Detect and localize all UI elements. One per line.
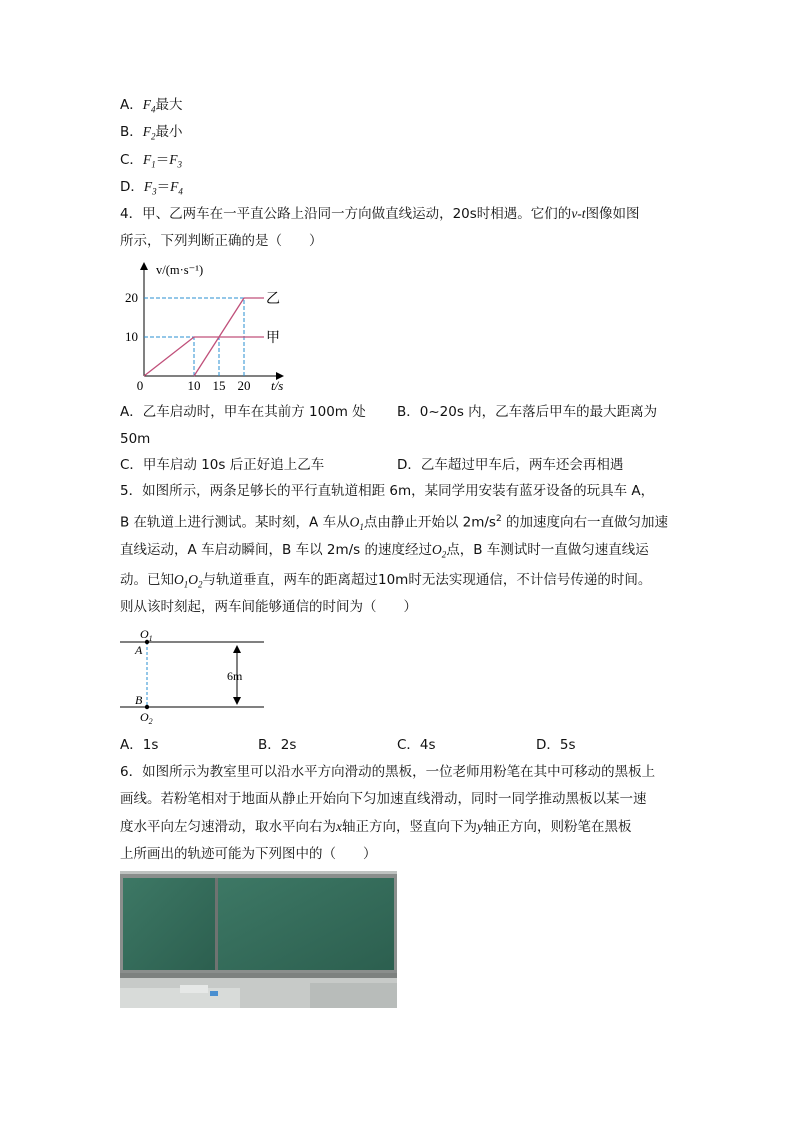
y-axis-label: v/(m·s⁻¹) <box>156 263 204 277</box>
series-label-甲: 甲 <box>266 330 280 346</box>
x-axis-label: t/s <box>271 378 284 392</box>
q5-option-b: B．2s <box>258 737 297 753</box>
blackboard-photo <box>120 871 397 1008</box>
q5-option-d: D．5s <box>536 737 576 753</box>
vt-chart <box>120 258 300 392</box>
q4-option-b-continued: 50m <box>120 431 151 447</box>
q3-option-d: D．$F_3=F_4$ <box>120 179 183 197</box>
q5-option-a: A．1s <box>120 737 159 753</box>
y-tick-20: 20 <box>125 290 138 305</box>
track-diagram <box>120 624 280 724</box>
q5-stem-line1: 5．如图所示，两条足够长的平行直轨道相距 6m，某同学用安装有蓝牙设备的玩具车 A， <box>120 483 655 499</box>
q5-stem-line2: B 在轨道上进行测试。某时刻，A 车从$O_1$点由静止开始以 $2m/s^2$ 的加速度向右一直做匀加速 <box>120 514 668 533</box>
x-tick-20: 20 <box>237 378 251 392</box>
point-o2 <box>145 705 149 709</box>
q4-option-b: B．0~20s 内，乙车落后甲车的最大距离为 <box>397 404 658 420</box>
origin-label: 0 <box>136 378 144 392</box>
q6-stem-line2: 画线。若粉笔相对于地面从静止开始向下匀加速直线滑动，同时一同学推动黑板以某一速 <box>120 791 647 807</box>
q3-option-c: C．$F_1=F_3$ <box>120 152 182 170</box>
chalk-tray <box>120 973 397 978</box>
label-a: A <box>135 643 143 657</box>
x-tick-10: 10 <box>187 378 201 392</box>
q5-stem-line5: 则从该时刻起，两车间能够通信的时间为（ ） <box>120 599 417 615</box>
q4-option-d: D．乙车超过甲车后，两车还会再相遇 <box>397 457 624 473</box>
blackboard-left-panel <box>123 878 215 970</box>
x-tick-15: 15 <box>212 378 226 392</box>
label-b: B <box>135 693 143 707</box>
q5-stem-line4: 动。已知$O_1O_2$与轨道垂直，两车的距离超过10m时无法实现通信，不计信号传递的时间。 <box>120 572 652 590</box>
q4-stem-line1: 4．甲、乙两车在一平直公路上沿同一方向做直线运动，20s时相遇。它们的v-t图像如图 <box>120 206 640 222</box>
q5-option-c: C．4s <box>397 737 436 753</box>
blackboard-right-panel <box>218 878 394 970</box>
q6-stem-line3: 度水平向左匀速滑动，取水平向右为x轴正方向，竖直向下为y轴正方向，则粉笔在黑板 <box>120 819 632 835</box>
q5-stem-line3: 直线运动，A 车启动瞬间，B 车以 2m/s 的速度经过$O_2$点，B 车测试时一直做匀速直线运 <box>120 542 649 560</box>
y-tick-10: 10 <box>125 329 138 344</box>
q3-option-a: A．$F_4$最大 <box>120 97 183 115</box>
q4-option-a: A．乙车启动时，甲车在其前方 100m 处 <box>120 404 366 420</box>
q6-stem-line1: 6．如图所示为教室里可以沿水平方向滑动的黑板，一位老师用粉笔在其中可移动的黑板上 <box>120 764 656 780</box>
q4-stem-line2: 所示，下列判断正确的是（ ） <box>120 233 323 249</box>
q3-option-b: B．$F_2$最小 <box>120 124 183 142</box>
label-o1: $O_1$ <box>140 627 153 643</box>
label-o2: $O_2$ <box>140 710 153 724</box>
series-label-乙: 乙 <box>266 291 280 307</box>
label-6m: 6m <box>227 669 243 683</box>
q4-option-c: C．甲车启动 10s 后正好追上乙车 <box>120 457 325 473</box>
q6-stem-line4: 上所画出的轨迹可能为下列图中的（ ） <box>120 846 377 862</box>
